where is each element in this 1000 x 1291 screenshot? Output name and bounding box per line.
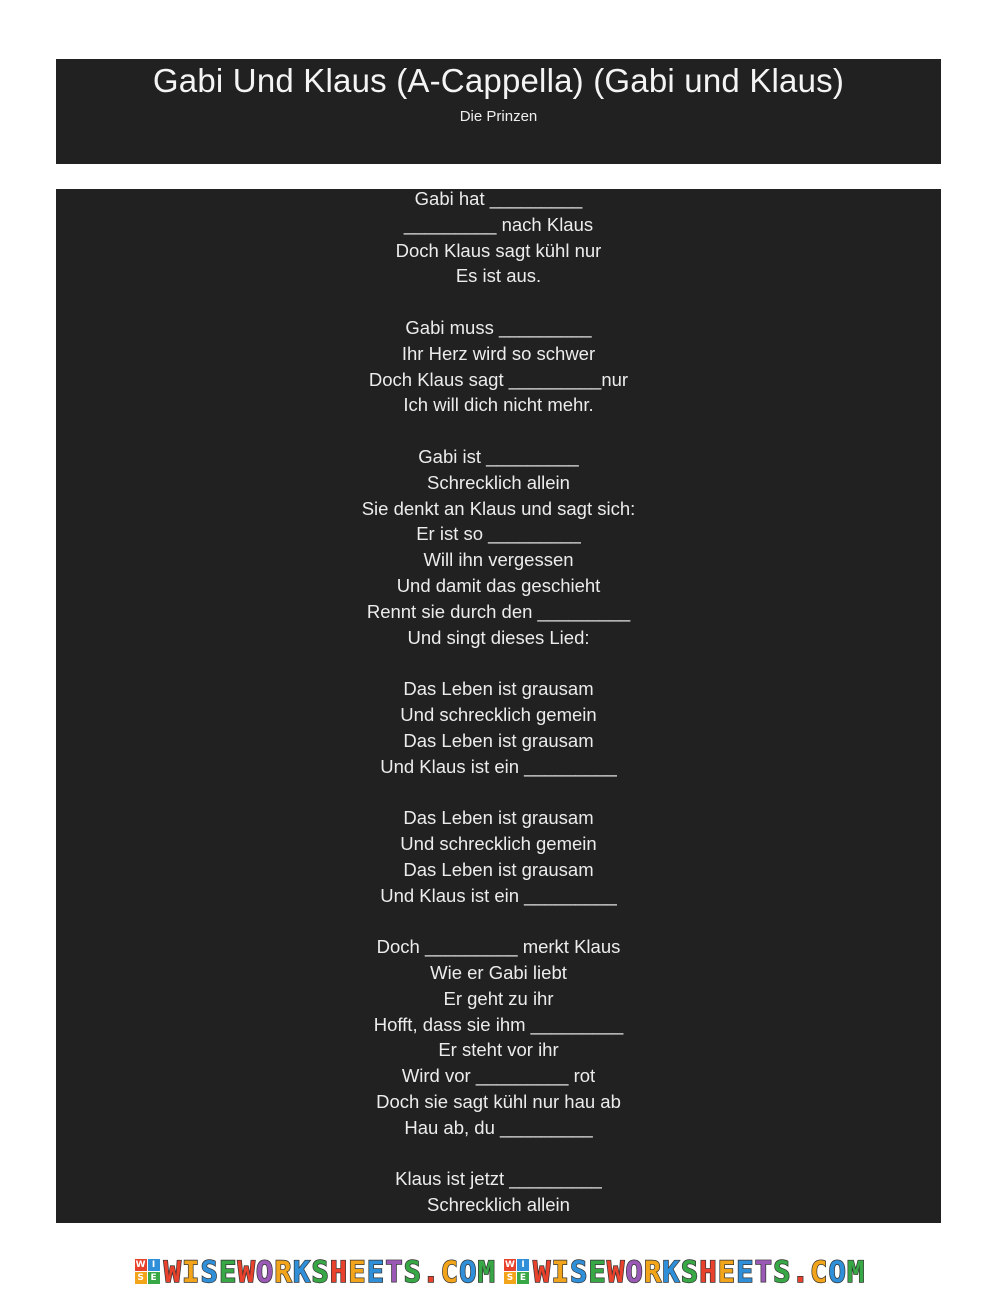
song-header bbox=[56, 59, 941, 164]
lyrics-panel bbox=[56, 189, 941, 1223]
lyric-line: Er ist so _________ bbox=[416, 523, 581, 545]
lyric-line: _________ nach Klaus bbox=[403, 213, 594, 235]
logo-wordmark: W I S E W O R K S H E E T S . C O M bbox=[533, 1254, 866, 1289]
lyrics-text bbox=[56, 189, 941, 1218]
wiseworksheets-logo bbox=[135, 1255, 496, 1289]
lyric-line: Und schrecklich gemein bbox=[400, 703, 597, 725]
lyric-line: Schrecklich allein bbox=[427, 471, 570, 493]
lyric-line: Er steht vor ihr bbox=[438, 1039, 559, 1061]
lyric-line: Das Leben ist grausam bbox=[403, 858, 594, 880]
stanza-gap bbox=[56, 779, 941, 805]
lyric-line: Das Leben ist grausam bbox=[403, 678, 594, 700]
lyric-line: Gabi ist _________ bbox=[418, 445, 579, 467]
wiseworksheets-logo bbox=[504, 1255, 865, 1289]
song-artist: Die Prinzen bbox=[459, 108, 538, 125]
logo-block: I bbox=[148, 1259, 160, 1271]
logo-blocks-icon bbox=[135, 1259, 160, 1284]
lyric-line: Will ihn vergessen bbox=[423, 549, 574, 571]
lyric-line: Das Leben ist grausam bbox=[403, 807, 594, 829]
lyric-line: Wie er Gabi liebt bbox=[430, 961, 567, 983]
song-title: Gabi Und Klaus (A-Cappella) (Gabi und Klaus) bbox=[152, 62, 845, 99]
lyric-line: Und singt dieses Lied: bbox=[407, 626, 590, 648]
lyric-line: Doch Klaus sagt kühl nur bbox=[395, 239, 602, 261]
logo-block: S bbox=[135, 1272, 147, 1284]
logo-wordmark: W I S E W O R K S H E E T S . C O M bbox=[163, 1254, 496, 1289]
lyric-line: Hau ab, du _________ bbox=[404, 1116, 593, 1138]
stanza-gap bbox=[56, 1140, 941, 1166]
lyric-line: Das Leben ist grausam bbox=[403, 729, 594, 751]
logo-block: E bbox=[148, 1272, 160, 1284]
footer-logo-bar bbox=[0, 1252, 1000, 1291]
logo-block: E bbox=[517, 1272, 529, 1284]
lyric-line: Und schrecklich gemein bbox=[400, 832, 597, 854]
stanza-gap bbox=[56, 289, 941, 315]
logo-block: W bbox=[135, 1260, 146, 1270]
lyric-line: Hofft, dass sie ihm _________ bbox=[373, 1013, 624, 1035]
stanza-gap bbox=[56, 908, 941, 934]
lyric-line: Gabi muss _________ bbox=[405, 316, 592, 338]
lyric-line: Ich will dich nicht mehr. bbox=[403, 394, 594, 416]
stanza-gap bbox=[56, 418, 941, 444]
lyric-line: Und Klaus ist ein _________ bbox=[380, 755, 617, 777]
lyric-line: Gabi hat _________ bbox=[414, 189, 583, 209]
lyric-line: Ihr Herz wird so schwer bbox=[401, 342, 596, 364]
logo-block: W bbox=[505, 1260, 515, 1270]
lyric-line: Sie denkt an Klaus und sagt sich: bbox=[361, 497, 636, 519]
logo-blocks-icon bbox=[504, 1259, 529, 1284]
lyric-line: Er geht zu ihr bbox=[443, 987, 554, 1009]
lyric-line: Schrecklich allein bbox=[427, 1194, 570, 1216]
stanza-gap bbox=[56, 650, 941, 676]
lyric-line: Doch Klaus sagt _________nur bbox=[368, 368, 629, 390]
logo-block: S bbox=[504, 1272, 516, 1284]
lyric-line: Rennt sie durch den _________ bbox=[366, 600, 631, 622]
lyric-line: Klaus ist jetzt _________ bbox=[395, 1168, 602, 1190]
lyric-line: Und Klaus ist ein _________ bbox=[380, 884, 617, 906]
lyric-line: Wird vor _________ rot bbox=[401, 1065, 596, 1087]
lyric-line: Doch sie sagt kühl nur hau ab bbox=[376, 1090, 621, 1112]
lyric-line: Und damit das geschieht bbox=[396, 574, 601, 596]
lyric-line: Doch _________ merkt Klaus bbox=[376, 936, 621, 958]
lyric-line: Es ist aus. bbox=[455, 265, 542, 287]
logo-block: I bbox=[517, 1259, 529, 1271]
